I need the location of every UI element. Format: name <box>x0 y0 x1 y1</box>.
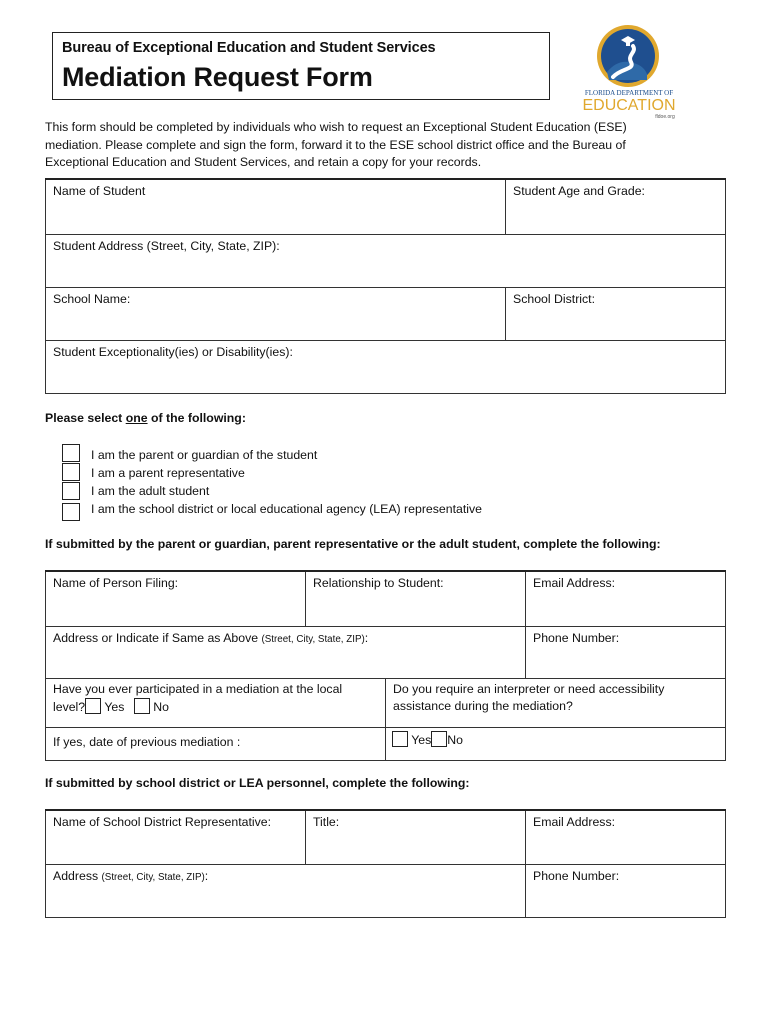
fldoe-logo <box>577 22 681 124</box>
student-name-label: Name of Student <box>53 184 146 198</box>
rep-phone-field[interactable] <box>526 864 726 917</box>
school-name-field[interactable] <box>46 287 506 340</box>
prior-mediation-label-line2: level? <box>53 699 86 714</box>
select-heading-emph: one <box>125 411 148 425</box>
prior-mediation-no-label: No <box>153 699 169 714</box>
interpreter-yes-checkbox[interactable] <box>392 731 408 747</box>
rep-name-field[interactable] <box>46 810 306 864</box>
exceptionality-field[interactable] <box>46 340 726 393</box>
person-filing-label: Name of Person Filing: <box>53 576 179 590</box>
select-heading-prefix: Please select <box>45 411 126 425</box>
rep-address-label: Address <box>53 868 102 883</box>
logo-line3: fldoe.org <box>655 114 675 120</box>
district-info-table <box>45 809 726 918</box>
rep-name-label: Name of School District Representative: <box>53 815 272 829</box>
select-heading-suffix: of the following: <box>147 411 246 425</box>
interpreter-no-label: No <box>447 732 463 747</box>
select-one-heading <box>45 411 246 425</box>
checkbox-parent-guardian[interactable] <box>62 444 80 462</box>
person-filing-field[interactable] <box>46 571 306 626</box>
logo-line2: EDUCATION <box>582 97 676 114</box>
rep-email-field[interactable] <box>526 810 726 864</box>
relationship-field[interactable] <box>306 571 526 626</box>
rep-address-field[interactable] <box>46 864 526 917</box>
exceptionality-label: Student Exceptionality(ies) or Disability(ies): <box>53 344 293 359</box>
school-district-label: School District: <box>513 291 596 306</box>
form-header <box>52 32 550 100</box>
parent-phone-label: Phone Number: <box>533 630 620 645</box>
prior-mediation-yes-label: Yes <box>104 699 125 714</box>
school-name-label: School Name: <box>53 291 131 306</box>
prior-mediation-cell <box>46 678 386 760</box>
rep-phone-label: Phone Number: <box>533 868 620 883</box>
student-address-field[interactable] <box>46 234 726 287</box>
interpreter-cell <box>386 678 726 760</box>
checkbox-adult-student[interactable] <box>62 482 80 500</box>
prior-mediation-no-checkbox[interactable] <box>134 698 150 714</box>
parent-section-heading: If submitted by the parent or guardian, parent representative or the adult student, complete the following: <box>45 537 661 551</box>
student-age-grade-field[interactable] <box>506 179 726 234</box>
bureau-name: Bureau of Exceptional Education and Student Services <box>62 40 436 56</box>
interpreter-no-checkbox[interactable] <box>431 731 447 747</box>
student-info-table <box>45 178 726 394</box>
logo-line1: FLORIDA DEPARTMENT OF <box>584 89 674 97</box>
role-option-label: I am the school district or local educational agency (LEA) representative <box>91 502 482 516</box>
role-option-label: I am the adult student <box>91 484 210 498</box>
row-divider <box>386 727 725 728</box>
role-option-labels <box>91 446 482 518</box>
rep-title-label: Title: <box>313 815 340 829</box>
interpreter-yes-label: Yes <box>411 732 432 747</box>
checkbox-parent-representative[interactable] <box>62 463 80 481</box>
intro-paragraph: This form should be completed by individuals who wish to request an Exceptional Student Education (ESE) mediation. Please complete and sign the form, forward it to the ESE school district office and the Bureau of Exceptional Education and Student Services, and retain a copy for your records. <box>45 120 627 169</box>
rep-address-label-colon: : <box>204 868 209 883</box>
school-district-field[interactable] <box>506 287 726 340</box>
parent-email-field[interactable] <box>526 571 726 626</box>
row-divider <box>46 727 385 728</box>
rep-address-label-detail: (Street, City, State, ZIP) <box>101 871 205 883</box>
prior-mediation-label-line1: Have you ever participated in a mediation at the local <box>53 681 343 696</box>
prior-mediation-yes-checkbox[interactable] <box>85 698 101 714</box>
prev-mediation-date-label: If yes, date of previous mediation : <box>53 734 241 749</box>
student-address-label: Student Address (Street, City, State, ZIP): <box>53 238 280 253</box>
interpreter-label: Do you require an interpreter or need accessibility assistance during the mediation? <box>393 681 665 713</box>
student-name-field[interactable] <box>46 179 506 234</box>
form-title: Mediation Request Form <box>62 62 373 92</box>
role-option-label: I am a parent representative <box>91 466 245 480</box>
student-age-grade-label: Student Age and Grade: <box>513 184 645 198</box>
parent-email-label: Email Address: <box>533 576 616 590</box>
parent-address-label-detail: (Street, City, State, ZIP) <box>261 633 365 645</box>
parent-address-field[interactable] <box>46 626 526 678</box>
parent-phone-field[interactable] <box>526 626 726 678</box>
rep-email-label: Email Address: <box>533 815 616 829</box>
parent-address-label-colon: : <box>364 630 369 645</box>
role-option-label: I am the parent or guardian of the student <box>91 448 318 462</box>
rep-title-field[interactable] <box>306 810 526 864</box>
parent-info-table <box>45 570 726 761</box>
relationship-label: Relationship to Student: <box>313 576 444 590</box>
district-section-heading: If submitted by school district or LEA personnel, complete the following: <box>45 776 470 790</box>
checkbox-lea-representative[interactable] <box>62 503 80 521</box>
parent-address-label: Address or Indicate if Same as Above <box>53 630 262 645</box>
fldoe-seal-icon <box>577 22 681 124</box>
interpreter-options <box>392 731 463 747</box>
